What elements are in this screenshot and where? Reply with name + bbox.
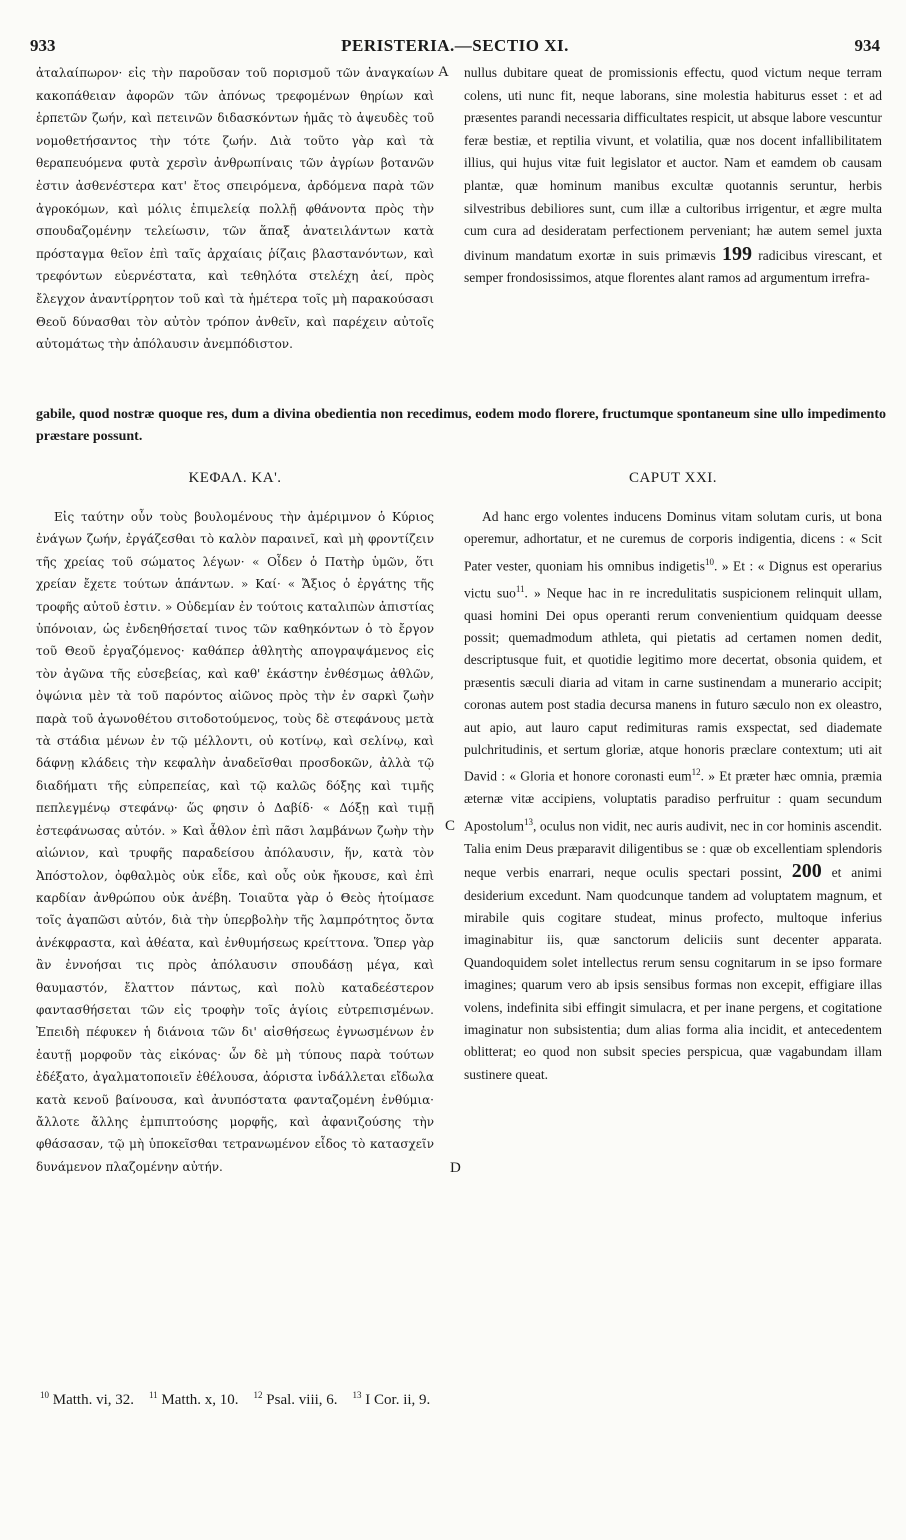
margin-letter-c: C xyxy=(445,818,456,834)
footnote-item: $^{10}$ Matth. vi, 32. xyxy=(40,1390,134,1408)
latin-top-text: nullus dubitare queat de promissionis effectu, quod victum neque terram colens, uti nunc fit, neque laborans, sine molestia habiturus esset : et ad præsentes parandi necessaria difficultates respicit, ut absque labore vescuntur feræ bestiæ, et reptilia vivunt, et volatilia, quæ nos docent infallibilitatem illius, qui hujus vitæ fuit legislator et auctor. Nam et eamdem ob causam plantæ, quæ hominum manibus excultæ quotannis seruntur, herbis silvestribus debiliores sunt, cum illæ a cultoribus irrigentur, et ægre multa cum cura ad desideratam perfectionem perveniant; hæ autem semel juxta divinum mandatum exortæ in suis primævis xyxy=(464,65,882,263)
greek-paragraph-top: ἀταλαίπωρον· εἰς τὴν παροῦσαν τοῦ πορισμοῦ τῶν ἀναγκαίων κακοπάθειαν ἀφορῶν τῶν ἀπόνως τρεφομένων θηρίων καὶ ἑρπετῶν ζωήν, καὶ πετεινῶν διδασκόντων ἡμᾶς τὸ ἀψευδὲς τοῦ νομοθετήσαντος τὴν τότε ζωήν. Διὰ τοῦτο γὰρ καὶ τὰ θεραπευόμενα φυτὰ χερσὶν ἀνθρωπίναις τῶν ἀγρίων βοτανῶν ἐστιν ἀσθενέστερα κατ' ἔτος σπειρόμενα, ἀρδόμενα παρὰ τῶν ἀγροκόμων, καὶ μόλις ἐπιμελείᾳ πολλῇ φθάνοντα πρὸς τὴν σπουδαζομένην τελείωσιν, τῶν ἅπαξ ἀνατειλάντων κατὰ πρόσταγμα θεῖον ἐπὶ ταῖς ἀρχαίαις ῥίζαις βλαστανόντων, καὶ τρεφόντων εὐερνέστατα, καὶ τεθηλότα στελέχη ἀεί, πρὸς ἔλεγχον ἀναντίρρητον τοῦ καὶ τὰ ἡμέτερα τοῖς μὴ παρακούσασι Θεοῦ δύνασθαι τὸν αὐτὸν τρόπον ἀνθεῖν, καὶ παρέχειν αὐτοῖς αὐτομάτως τὴν ἀπόλαυσιν ἀνεμπόδιστον. xyxy=(36,66,434,352)
footnote-ref-10: 10 xyxy=(705,556,715,567)
page-number-right: 934 xyxy=(854,36,880,55)
greek-column-body xyxy=(36,506,434,1178)
bridge-text xyxy=(36,404,886,448)
margin-letter-d: D xyxy=(450,1160,461,1176)
latin-chapter-heading: CAPUT XXI. xyxy=(628,470,718,486)
greek-chapter-heading: ΚΕΦΑΛ. ΚΑ'. xyxy=(188,470,282,486)
latin-body-part-f: et animi desiderium excedunt. Nam quodcunque tandem ad voluptatem magnum, et mirabile quis cogitare studeat, minus profecto, multoque inferius imaginabitur iis, quæ sanctorum deliciis sunt decenter apparata. Quandoquidem solet intellectus rerum sensu cognitarum in se ipso formare imagines; quarum vero ab ipsis sensibus formas non excepit, effigiare illas volens, indefinita sibi effingit simulacra, et per inane pergens, et cogitatione imaginatur non subsistentia; dum alias forma alia incidit, et antecedentem oblitterat; eo quod non subsit species perspicua, quæ vagabundam illam sustinere queat. xyxy=(464,865,882,1082)
margin-letter-a: A xyxy=(438,64,449,80)
latin-column-top xyxy=(464,62,882,290)
latin-body-part-d: . » Et præter hæc omnia, præmia æternæ vitæ accipiens, voluptatis paradiso perfruitur : quam secundum Apostolum xyxy=(464,768,882,834)
greek-paragraph-body: Εἰς ταύτην οὖν τοὺς βουλομένους τὴν ἀμέριμνον ὁ Κύριος ἐνάγων ζωήν, ἐργάζεσθαι τὸ καλὸν παραινεῖ, καὶ μὴ φροντίζειν τῆς χρείας τοῦ σώματος λέγων· « Οἶδεν ὁ Πατὴρ ὑμῶν, ὅτι χρείαν ἔχετε τούτων ἁπάντων. » Καί· « Ἄξιος ὁ ἐργάτης τῆς τροφῆς αὐτοῦ ἐστιν. » Οὐδεμίαν ἐν τούτοις καταλιπὼν ἀπιστίας ὑπόνοιαν, ὡς ἐνδεηθήσεταί τινος τῶν καθηκόντων ὁ τὸ ἔργον τοῦ Θεοῦ ἐργαζόμενος· καθάπερ ἀθλητὴς απογραψάμενος εἰς τὸν ἀγῶνα τῆς εὐσεβείας, καὶ καθ' ἑκάστην ἐνθέσμως ἀθλῶν, ὀψώνια μὲν τὰ τοῦ παρόντος αἰῶνος πρὸς τὴν ἐν σαρκὶ ζωὴν παρὰ τοῦ ἀγωνοθέτου σιτοδοτούμενος, τοὺς δὲ στεφάνους μετὰ τὰ στάδια μένων ἐν τῷ μέλλοντι, οὐ κοτίνῳ, καὶ σελίνῳ, καὶ δάφνῃ κλάδεις τὴν κεφαλὴν ἀναδεῖσθαι προσδοκῶν, ἀλλὰ τῷ διαδήματι τῆς εὐπρεπείας, καὶ τῷ καλῶς δόξης καὶ τιμῆς πεπλεγμένῳ στεφάνῳ· ὥς φησιν ὁ Δαβίδ· « Δόξῃ καὶ τιμῇ ἐστεφάνωσας αὐτόν. » Καὶ ἆθλον ἐπὶ πᾶσι λαμβάνων ζωὴν τὴν αἰώνιον, καὶ τρυφῆς παραδείσου ἀπόλαυσιν, ἥν, κατὰ τὸν Ἀπόστολον, ὀφθαλμὸς οὐκ εἶδε, καὶ οὖς οὐκ ἤκουσε, καὶ ἐπὶ καρδίαν ἀνθρώπου οὐκ ἀνέβη. Τοιαῦτα γὰρ ὁ Θεὸς ἡτοίμασε τοῖς ἀγαπῶσι αὐτόν, διὰ τὴν ὑπερβολὴν τῆς λαμπρότητος ὄντα ἀνέκφραστα, καὶ ἀθέατα, καὶ ἐνθυμήσεως κρείττονα. Ὅπερ γὰρ ἂν ἐννοήσαι τις πρὸς ἀπόλαυσιν σπουδάσῃ μέγα, καὶ θαυμαστόν, ἔλαττον πάντως, καὶ πολὺ καταδεέστερον φαντασθήσεται τῶν εἰς τροφὴν τοῖς ἁγίοις εὐτρεπισμένων. Ἐπειδὴ πέφυκεν ἡ διάνοια τῶν δι' αἰσθήσεως ἐγνωσμένων ἐν ἑαυτῇ μορφοῦν τὰς εἰκόνας· ὧν δὲ μὴ τύπους παρὰ τούτων ἐδέξατο, ἀγαλματοποιεῖν ἐθέλουσα, ἀόριστα ἰνδάλλεται εἴδωλα κατὰ κενοῦ βαίνουσα, καὶ ἀνυπόστατα φανταζομένη ἐνθύμια· ἄλλοτε ἄλλης ἐμπιπτούσης μορφῆς, καὶ ἀφανιζούσης τὴν φθάσασαν, τῷ μὴ ὑποκεῖσθαι τετρανωμένον εἶδος τὸ κατασχεῖν δυνάμενον πλαζομένην αὐτήν. xyxy=(36,510,434,1174)
latin-paragraph-body xyxy=(464,506,882,1086)
latin-top-text-after: radicibus virescant, et semper frondosissimos, atque florentes alant ramos ad argumentum irrefra- xyxy=(464,247,883,286)
footnote-item: $^{13}$ I Cor. ii, 9. xyxy=(352,1390,431,1408)
latin-column-body xyxy=(464,506,882,1086)
page-header xyxy=(30,30,880,58)
page-number-left: 933 xyxy=(30,36,56,55)
footnote-ref-12: 12 xyxy=(691,767,701,778)
column-number-200: 200 xyxy=(791,860,822,883)
latin-paragraph-top xyxy=(464,62,882,290)
footnotes xyxy=(40,1390,880,1409)
greek-column-top xyxy=(36,62,434,356)
running-title: PERISTERIA.—SECTIO XI. xyxy=(341,36,569,55)
bridge-text-content: gabile, quod nostræ quoque res, dum a divina obedientia non recedimus, eodem modo florere, fructumque spontaneum sine ullo impedimento præstare possunt. xyxy=(36,407,886,444)
footnote-ref-13: 13 xyxy=(524,816,534,827)
latin-body-part-b: . » Et : « Dignus est operarius victu suo xyxy=(464,558,882,601)
footnote-ref-11: 11 xyxy=(515,583,525,594)
column-number-199: 199 xyxy=(721,242,752,265)
latin-body-part-e: , oculus non vidit, nec auris audivit, nec in cor hominis ascendit. Talia enim Deus præparavit diligentibus se : quæ ob excellentiam splendoris neque verbis enarrari, neque oculis spectari possint, xyxy=(464,818,882,881)
footnote-item: $^{11}$ Matth. x, 10. xyxy=(149,1390,239,1408)
footnote-item: $^{12}$ Psal. viii, 6. xyxy=(253,1390,338,1408)
latin-body-part-a: Ad hanc ergo volentes inducens Dominus vitam solutam curis, ut bona operemur, adhortatur, et ne curemus de corporis indigentia, dicens : « Scit Pater vester, quoniam his omnibus indigetis xyxy=(464,509,882,574)
latin-body-part-c: . » Neque hac in re incredulitatis suspicionem relinquit ullam, quasi homini Dei opus operanti rerum convenientium quidquam deesse possit; quemadmodum athleta, qui pietatis ad certamen nomen dedit, descriptusque fuit, et quotidie legitimo more decertat, obsonia quidem, et præsentis sæculi diaria ad vitam in carne sustinendam a munerario accipit; coronas autem post stadia decursa manens in futuro sæculo non ex oleastro, aut apio, aut lauro caput redimituras ramis exspectat, sed diademate pulchritudinis, et sertum gloriæ, atque honoris præclare contextum; uti ait David : « Gloria et honore coronasti eum xyxy=(464,585,883,784)
